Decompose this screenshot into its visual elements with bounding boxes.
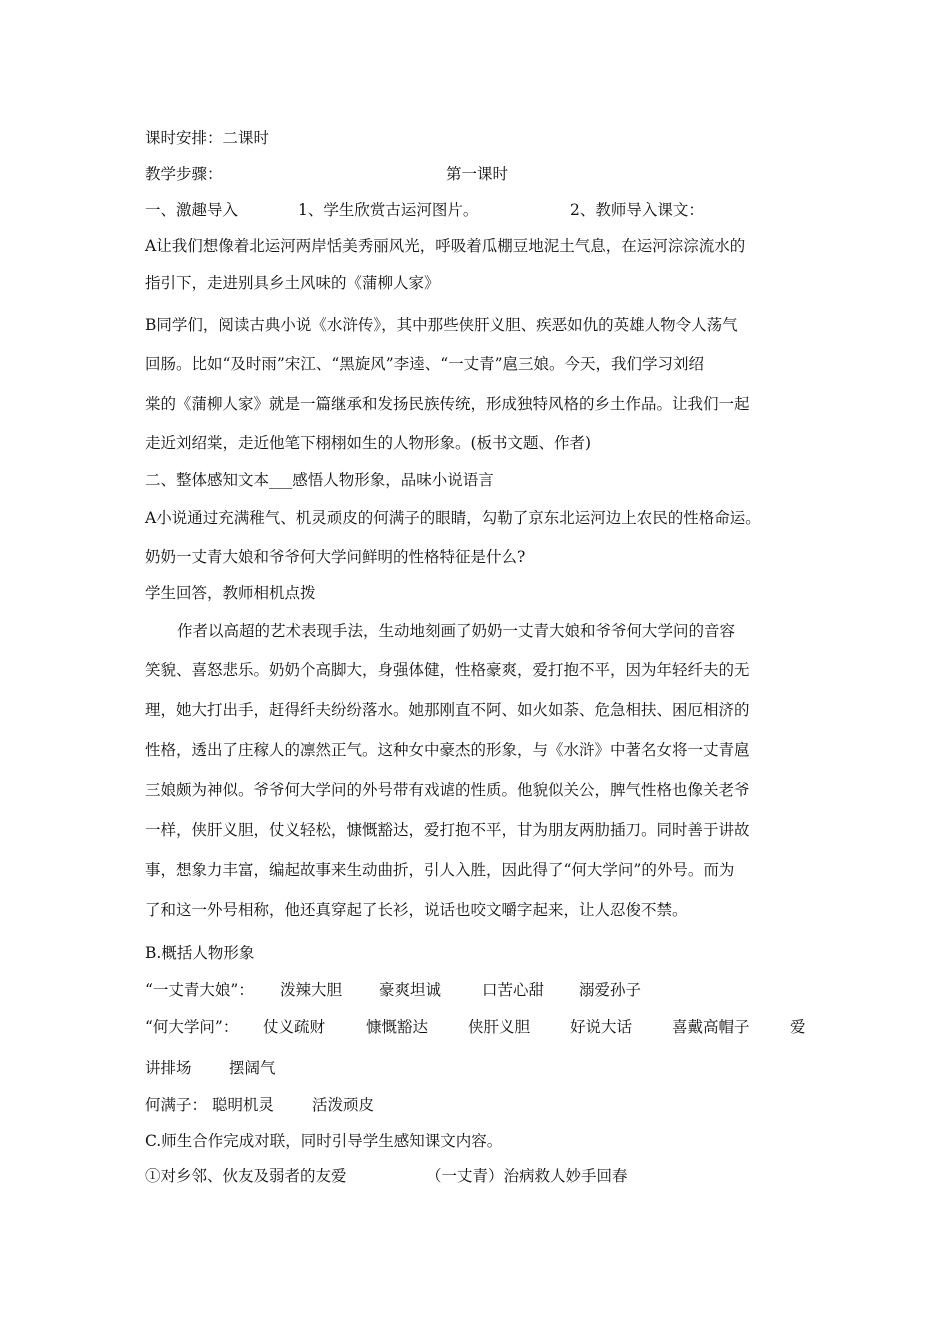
steps-label: 教学步骤： [145, 165, 223, 183]
analysis-line: 性格，透出了庄稼人的凛然正气。这种女中豪杰的形象，与《水浒》中著名女将一丈青扈 [145, 741, 750, 759]
intro-b-line: 棠的《蒲柳人家》就是一篇继承和发扬民族传统，形成独特风格的乡土作品。让我们一起 [145, 395, 750, 413]
lesson-title: 第一课时 [446, 165, 509, 183]
intro-b-line: 走近刘绍棠，走近他笔下栩栩如生的人物形象。(板书文题、作者) [145, 434, 592, 452]
analysis-line: 一样，侠肝义胆，仗义轻松，慷慨豁达，爱打抱不平，甘为朋友两肋插刀。同时善于讲故 [145, 821, 750, 839]
part1-heading: 一、激趣导入 [145, 201, 239, 219]
analysis-line: 笑貌、喜怒悲乐。奶奶个高脚大，身强体健，性格豪爽，爱打抱不平，因为年轻纤夫的无 [145, 661, 750, 679]
trait: 溺爱孙子 [579, 981, 642, 999]
couplet-answer: （一丈青）治病救人妙手回春 [426, 1167, 628, 1185]
yizhangqing-label: “一丈青大娘”： [145, 981, 254, 999]
part1-item2: 2、教师导入课文： [570, 201, 704, 219]
trait: 爱 [790, 1018, 806, 1036]
trait: 活泼顽皮 [312, 1096, 375, 1114]
part-b-heading: B.概括人物形象 [145, 944, 255, 962]
intro-a-line: 指引下，走进别具乡土风味的《蒲柳人家》 [145, 274, 440, 292]
intro-b-line: B同学们，阅读古典小说《水浒传》，其中那些侠肝义胆、疾恶如仇的英雄人物令人荡气 [145, 316, 738, 334]
answer-label: 学生回答，教师相机点拨 [145, 584, 316, 602]
analysis-line: 理，她大打出手，赶得纤夫纷纷落水。她那刚直不阿、如火如荼、危急相扶、困厄相济的 [145, 701, 750, 719]
hemanzi-label: 何满子： [145, 1096, 208, 1114]
couplet-item: ①对乡邻、伙友及弱者的友爱 [145, 1167, 347, 1185]
part1-item1: 1、学生欣赏古运河图片。 [298, 201, 479, 219]
part2-heading: 二、整体感知文本___感悟人物形象，品味小说语言 [145, 471, 494, 489]
trait: 聪明机灵 [212, 1096, 275, 1114]
hedaxuewen-label: “何大学问”： [145, 1018, 239, 1036]
trait: 豪爽坦诚 [379, 981, 442, 999]
intro-b-line: 回肠。比如“及时雨”宋江、“黑旋风”李逵、“一丈青”扈三娘。今天，我们学习刘绍 [145, 355, 705, 373]
part2-a-line: 奶奶一丈青大娘和爷爷何大学问鲜明的性格特征是什么? [145, 548, 526, 566]
analysis-line: 作者以高超的艺术表现手法，生动地刻画了奶奶一丈青大娘和爷爷何大学问的音容 [177, 622, 736, 640]
part-c-heading: C.师生合作完成对联，同时引导学生感知课文内容。 [145, 1132, 503, 1150]
intro-a-line: A让我们想像着北运河两岸恬美秀丽风光，呼吸着瓜棚豆地泥土气息，在运河淙淙流水的 [145, 237, 746, 255]
analysis-line: 事，想象力丰富，编起故事来生动曲折，引人入胜，因此得了“何大学问”的外号。而为 [145, 861, 735, 879]
analysis-line: 三娘颇为神似。爷爷何大学问的外号带有戏谑的性质。他貌似关公，脾气性格也像关老爷 [145, 781, 750, 799]
trait: 侠肝义胆 [468, 1018, 531, 1036]
trait: 好说大话 [570, 1018, 633, 1036]
schedule-line: 课时安排：二课时 [145, 129, 270, 147]
trait: 口苦心甜 [482, 981, 545, 999]
trait: 泼辣大胆 [280, 981, 343, 999]
trait: 喜戴高帽子 [672, 1018, 750, 1036]
trait: 讲排场 [145, 1059, 192, 1077]
trait: 仗义疏财 [263, 1018, 326, 1036]
trait: 摆阔气 [229, 1059, 276, 1077]
analysis-line: 了和这一外号相称，他还真穿起了长衫，说话也咬文嚼字起来，让人忍俊不禁。 [145, 901, 688, 919]
trait: 慷慨豁达 [366, 1018, 429, 1036]
part2-a-line: A小说通过充满稚气、机灵顽皮的何满子的眼睛，勾勒了京东北运河边上农民的性格命运。 [145, 509, 761, 527]
